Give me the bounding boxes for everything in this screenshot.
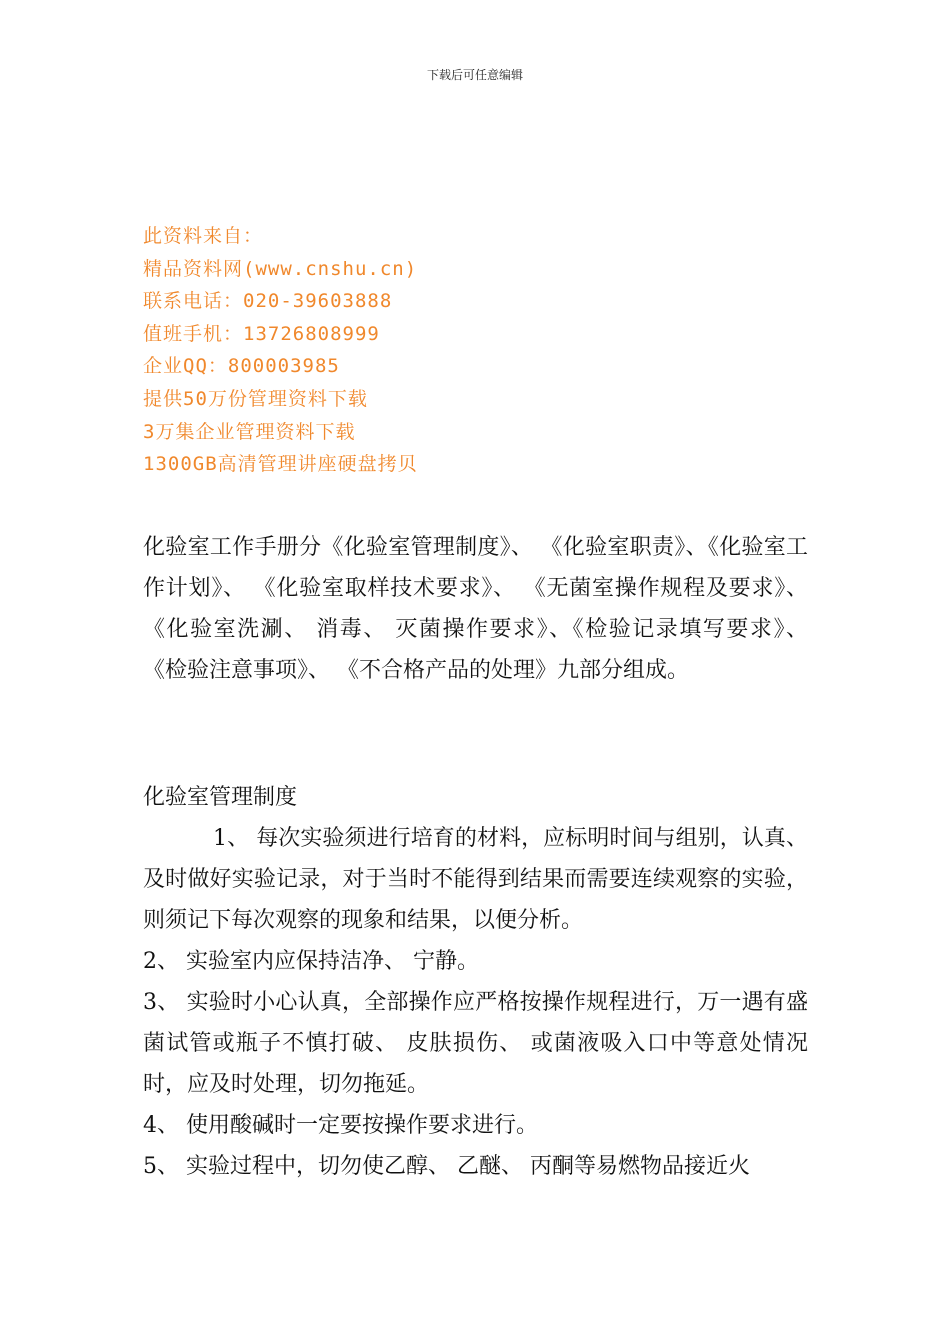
ad-line-qq: 企业QQ：800003985	[143, 355, 340, 378]
rule-item-4: 4、 使用酸碱时一定要按操作要求进行。	[143, 1113, 538, 1138]
ad-line-mobile: 值班手机：13726808999	[143, 322, 380, 345]
ad-line-website: 精品资料网(www.cnshu.cn)	[143, 257, 418, 280]
rule-item-1: 1、 每次实验须进行培育的材料，应标明时间与组别，认真、 及时做好实验记录，对于当时不能得到结果而需要连续观察的实验，则须记下每次观察的现象和结果，以便分析。	[143, 826, 808, 933]
rule-item-2: 2、 实验室内应保持洁净、 宁静。	[143, 949, 479, 974]
intro-paragraph: 化验室工作手册分《化验室管理制度》、 《化验室职责》、《化验室工作计划》、 《化验室取样技术要求》、 《无菌室操作规程及要求》、 《化验室洗涮、 消毒、 灭菌操作要求》、《检验记录填写要求》、 《检验注意事项》、 《不合格产品的处理》九部分组成。	[143, 535, 808, 683]
rule-item-5: 5、 实验过程中，切勿使乙醇、 乙醚、 丙酮等易燃物品接近火	[143, 1154, 750, 1179]
source-ad-block	[143, 220, 843, 481]
rule-item-3: 3、 实验时小心认真，全部操作应严格按操作规程进行，万一遇有盛菌试管或瓶子不慎打破、 皮肤损伤、 或菌液吸入口中等意处情况时，应及时处理，切勿拖延。	[143, 990, 808, 1097]
ad-line-offer-2: 3万集企业管理资料下载	[143, 420, 356, 443]
header-note: 下载后可任意编辑	[426, 68, 523, 82]
rules-list	[143, 818, 808, 1187]
ad-line-source: 此资料来自：	[143, 225, 264, 247]
section-title: 化验室管理制度	[143, 785, 298, 810]
ad-line-offer-1: 提供50万份管理资料下载	[143, 387, 368, 410]
ad-line-phone: 联系电话：020-39603888	[143, 290, 393, 313]
ad-line-offer-3: 1300GB高清管理讲座硬盘拷贝	[143, 453, 418, 476]
